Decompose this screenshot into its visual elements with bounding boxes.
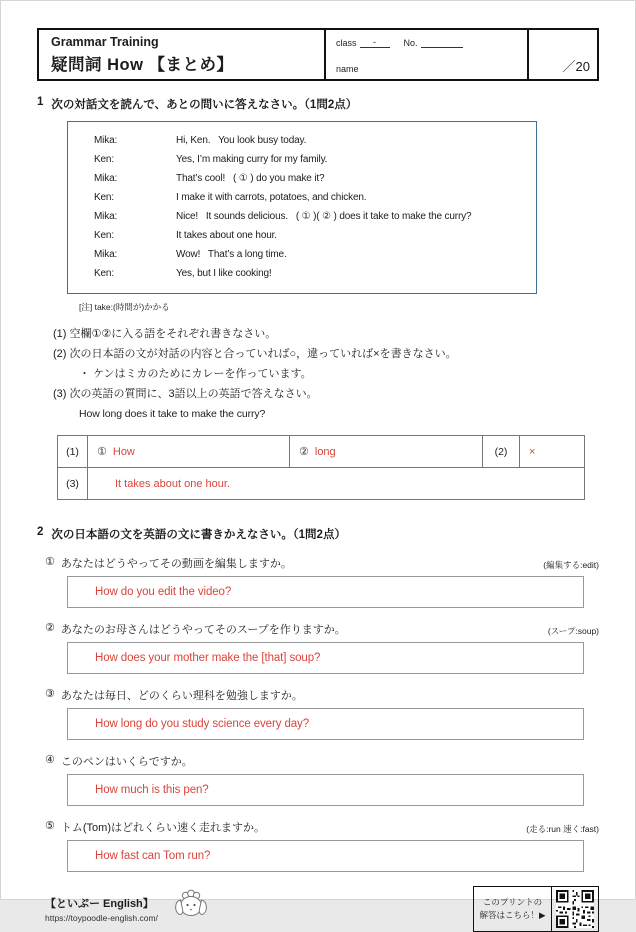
problem-number: ⑤ <box>45 820 55 832</box>
dialog-text: Wow! That’s a long time. <box>176 249 287 260</box>
problem-prompt: あなたは毎日、どのくらい理科を勉強しますか。 <box>60 690 303 702</box>
problem-item <box>37 621 599 674</box>
no-field <box>421 47 463 48</box>
answer-table-row <box>58 468 585 500</box>
score-denominator: ／20 <box>562 59 590 74</box>
dialog-text: It takes about one hour. <box>176 230 277 241</box>
question-2: (2) 次の日本語の文が対話の内容と合っていれば○，違っていれば×を書きなさい。 <box>53 348 457 360</box>
section1-questions <box>53 324 599 424</box>
dialog-line <box>94 150 526 169</box>
speaker-label: Mika: <box>94 173 118 184</box>
answer-3-text: × <box>529 445 536 458</box>
problem-prompt: トム(Tom)はどれくらい速く走れますか。 <box>60 822 265 834</box>
question-1: (1) 空欄①②に入る語をそれぞれ書きなさい。 <box>53 328 277 340</box>
class-field: - <box>360 37 390 48</box>
speaker-label: Ken: <box>94 230 114 241</box>
section1-number: 1 <box>37 96 44 108</box>
dialog-line <box>94 188 526 207</box>
problem-hint: (走る:run 速く:fast) <box>526 824 599 834</box>
dialog-line <box>94 131 526 150</box>
dialog-line <box>94 169 526 188</box>
dialog-line <box>94 245 526 264</box>
section2-heading-text: 次の日本語の文を英語の文に書きかえなさい。（1問2点） <box>51 529 346 541</box>
problem-number: ① <box>45 556 55 568</box>
answer-table-row <box>58 436 585 468</box>
footer <box>37 886 599 932</box>
dialog-line <box>94 264 526 283</box>
answer-link-line1: このプリントの <box>482 897 543 907</box>
answer-text: How does your mother make the [that] soup? <box>95 652 321 664</box>
answer-2-number: ② <box>299 446 309 458</box>
answer-2-text: long <box>314 446 336 458</box>
speaker-label: Ken: <box>94 268 114 279</box>
answer-box <box>67 576 584 608</box>
student-info-cell <box>326 30 529 79</box>
class-label: class <box>336 38 357 48</box>
no-label: No. <box>403 38 418 48</box>
answer-label-1: (1) <box>58 436 88 468</box>
dialog-text: That’s cool! ( ① ) do you make it? <box>176 173 325 184</box>
answer-table <box>57 435 585 500</box>
brand-name: 【といぷー English】 <box>45 897 154 910</box>
problem-number: ③ <box>45 688 55 700</box>
problem-prompt: あなたはどうやってその動画を編集しますか。 <box>60 558 292 570</box>
toy-poodle-mascot-icon <box>168 886 214 931</box>
speaker-label: Mika: <box>94 211 118 222</box>
answer-text: How do you edit the video? <box>95 586 232 598</box>
problem-number: ② <box>45 622 55 634</box>
answer-cell-4 <box>88 468 585 500</box>
section1-heading-text: 次の対話文を読んで、あとの問いに答えなさい。（1問2点） <box>51 99 358 111</box>
problem-item <box>37 555 599 608</box>
answer-label-3: (3) <box>58 468 88 500</box>
speaker-label: Mika: <box>94 135 118 146</box>
header <box>37 28 599 81</box>
problem-hint: (スープ:soup) <box>547 626 599 636</box>
vocab-note: [注] take:(時間が)かかる <box>79 302 170 312</box>
answer-label-2: (2) <box>483 436 520 468</box>
section2-number: 2 <box>37 526 44 538</box>
site-url: https://toypoodle-english.com/ <box>45 912 158 923</box>
problem-prompt: このペンはいくらですか。 <box>60 756 193 768</box>
answer-4-text: It takes about one hour. <box>115 477 230 490</box>
answer-text: How much is this pen? <box>95 784 209 796</box>
problem-item <box>37 687 599 740</box>
problem-prompt: あなたのお母さんはどうやってそのスープを作りますか。 <box>60 624 346 636</box>
problem-hint: (編集する:edit) <box>543 560 599 570</box>
section2-heading <box>37 526 599 542</box>
dialog-text: I make it with carrots, potatoes, and chicken. <box>176 192 367 203</box>
answer-box <box>67 840 584 872</box>
problem-item <box>37 753 599 806</box>
answer-box <box>67 642 584 674</box>
section1-heading <box>37 96 599 112</box>
answer-link-line2: 解答はこちら！▶ <box>479 910 546 920</box>
answer-box <box>67 708 584 740</box>
speaker-label: Mika: <box>94 249 118 260</box>
question-3-english: How long does it take to make the curry? <box>79 408 266 420</box>
dialog-text: Hi, Ken. You look busy today. <box>176 135 307 146</box>
dialog-line <box>94 207 526 226</box>
answer-cell-1 <box>88 436 290 468</box>
problem-number: ④ <box>45 754 55 766</box>
problem-item <box>37 819 599 872</box>
score-box <box>529 30 597 79</box>
header-title-cell <box>39 30 326 79</box>
answer-link-box <box>473 886 599 932</box>
course-name: Grammar Training <box>51 35 159 49</box>
dialog-text: Yes, I’m making curry for my family. <box>176 154 328 165</box>
speaker-label: Ken: <box>94 192 114 203</box>
answer-text: How long do you study science every day? <box>95 718 309 730</box>
name-label: name <box>336 64 359 74</box>
worksheet-title: 疑問詞 How 【まとめ】 <box>51 56 234 74</box>
dialog-text: Nice! It sounds delicious. ( ① )( ② ) does it take to make the curry? <box>176 211 472 222</box>
speaker-label: Ken: <box>94 154 114 165</box>
answer-cell-2 <box>290 436 483 468</box>
answer-box <box>67 774 584 806</box>
dialog-box <box>67 121 537 294</box>
answer-cell-3 <box>520 436 585 468</box>
question-2-statement: ・ ケンはミカのためにカレーを作っています。 <box>79 368 312 380</box>
dialog-text: Yes, but I like cooking! <box>176 268 272 279</box>
question-3: (3) 次の英語の質問に、3語以上の英語で答えなさい。 <box>53 388 318 400</box>
answer-1-number: ① <box>97 446 107 458</box>
answer-text: How fast can Tom run? <box>95 850 211 862</box>
qr-code-icon <box>552 887 598 931</box>
dialog-line <box>94 226 526 245</box>
answer-1-text: How <box>112 446 135 458</box>
